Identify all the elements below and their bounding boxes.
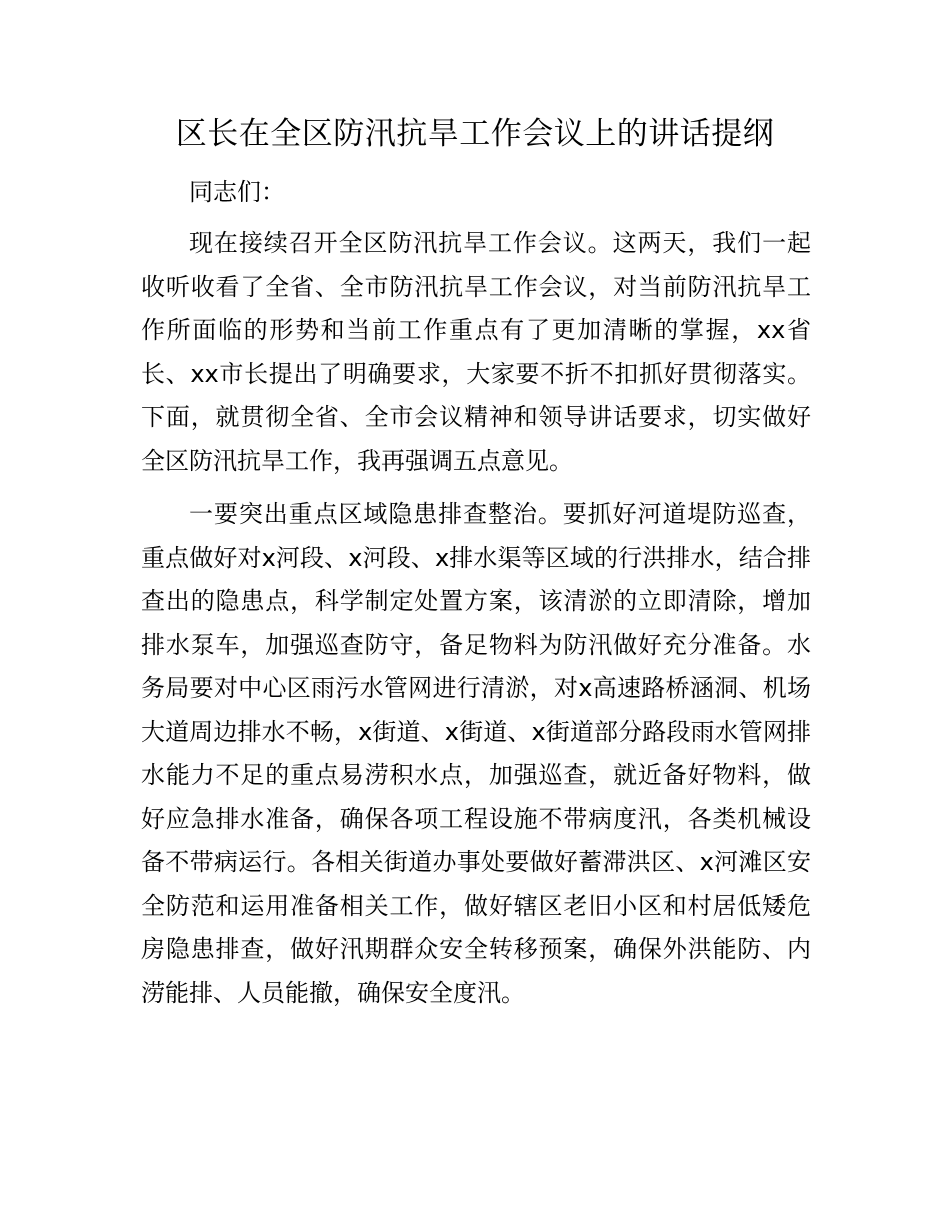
paragraph-intro: 现在接续召开全区防汛抗旱工作会议。这两天，我们一起收听收看了全省、全市防汛抗旱工作会议，对当前防汛抗旱工作所面临的形势和当前工作重点有了更加清晰的掌握，xx省长、xx市长提出了明确要求，大家要不折不扣抓好贯彻落实。下面，就贯彻全省、全市会议精神和领导讲话要求，切实做好全区防汛抗旱工作，我再强调五点意见。: [141, 229, 811, 475]
paragraph-point-one: 一要突出重点区域隐患排查整治。要抓好河道堤防巡查，重点做好对x河段、x河段、x排水渠等区域的行洪排水，结合排查出的隐患点，科学制定处置方案，该清淤的立即清除，增加排水泵车，加强巡查防守，备足物料为防汛做好充分准备。水务局要对中心区雨污水管网进行清淤，对x高速路桥涵洞、机场大道周边排水不畅，x街道、x街道、x街道部分路段雨水管网排水能力不足的重点易涝积水点，加强巡查，就近备好物料，做好应急排水准备，确保各项工程设施不带病度汛，各类机械设备不带病运行。各相关街道办事处要做好蓄滞洪区、x河滩区安全防范和运用准备相关工作，做好辖区老旧小区和村居低矮危房隐患排查，做好汛期群众安全转移预案，确保外洪能防、内涝能排、人员能撤，确保安全度汛。: [141, 500, 811, 1007]
document-title: 区长在全区防汛抗旱工作会议上的讲话提纲: [175, 116, 775, 152]
salutation: 同志们：: [189, 178, 285, 206]
